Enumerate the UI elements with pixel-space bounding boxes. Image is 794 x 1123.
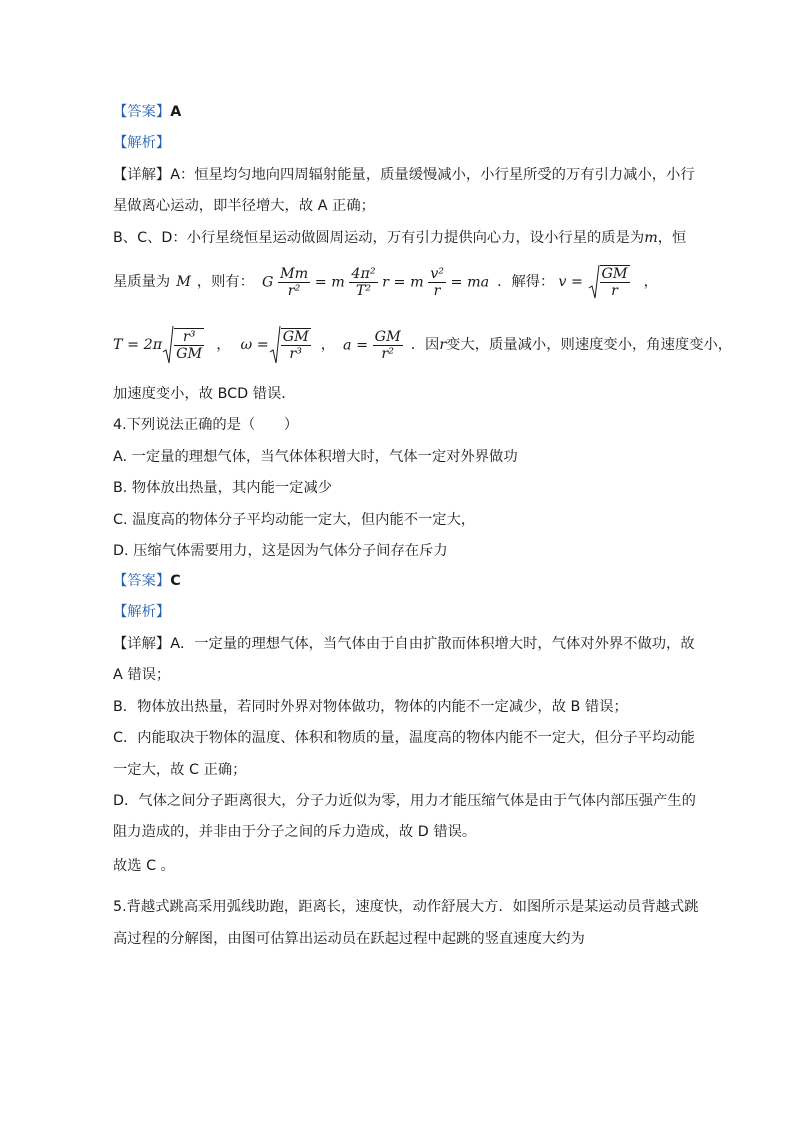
detail-text: ，则有： — [196, 274, 255, 290]
detail-line-1 — [113, 165, 695, 185]
sym-eq: = — [314, 274, 327, 290]
q4-detail-line-3: B．物体放出热量，若同时外界对物体做功，物体的内能不一定减少，故 B 错误； — [113, 699, 628, 715]
detail-text: ， — [643, 274, 658, 290]
var-r: r — [439, 337, 447, 353]
frac-num: GM — [374, 328, 401, 345]
frac-num: Mm — [279, 265, 309, 282]
sym-eq: = — [393, 274, 406, 290]
formula-line-1 — [113, 262, 658, 302]
frac-GM-r — [600, 265, 630, 299]
frac-v2-r — [428, 266, 446, 299]
option-c: C. 温度高的物体分子平均动能一定大，但内能不一定大， — [113, 512, 476, 528]
q4-detail-line-4: C．内能取决于物体的温度、体积和物质的量，温度高的物体内能不一定大，但分子平均动能 — [113, 730, 695, 746]
sqrt-sign — [269, 325, 281, 365]
detail-text: ， — [320, 337, 336, 353]
frac-GM-r2 — [373, 329, 403, 362]
detail-line-3 — [113, 228, 686, 248]
answer-line-q4 — [113, 571, 181, 591]
detail-tag: 【详解】 — [113, 636, 171, 652]
sym-ma: ma — [467, 274, 490, 290]
sym-eq: = — [127, 337, 140, 353]
sym-m: m — [410, 274, 424, 290]
sym-T: T — [113, 337, 123, 353]
frac-4pi2-T2 — [349, 266, 377, 299]
question-5-line-2: 高过程的分解图，由图可估算出运动员在跃起过程中起跳的竖直速度大约为 — [113, 931, 585, 947]
q4-conclusion: 故选 C 。 — [113, 858, 175, 874]
answer-value: A — [170, 104, 182, 120]
frac-num: 4π² — [351, 265, 376, 282]
frac-num: r³ — [174, 329, 204, 346]
frac-num: GM — [282, 329, 309, 345]
q4-detail-line-2: A 错误； — [113, 667, 171, 683]
formula-omega — [240, 325, 310, 365]
answer-value: C — [170, 573, 181, 589]
answer-tag: 【答案】 — [113, 104, 171, 120]
detail-text: B、C、D：小行星绕恒星运动做圆周运动，万有引力提供向心力，设小行星的质是为 — [113, 230, 645, 246]
detail-text: 星质量为 — [113, 274, 171, 290]
formula-gravity — [262, 266, 489, 299]
frac-den: r — [433, 282, 441, 299]
sym-eq: = — [570, 274, 583, 290]
frac-den: r² — [287, 282, 301, 299]
sym-eq: = — [356, 337, 369, 353]
formula-a — [343, 329, 403, 362]
analysis-tag-q3: 【解析】 — [113, 135, 171, 151]
detail-line-6: 加速度变小，故 BCD 错误． — [113, 386, 296, 402]
analysis-tag-q4: 【解析】 — [113, 604, 171, 620]
sym-G: G — [262, 274, 274, 290]
detail-text: ．解得： — [497, 274, 555, 290]
var-M: M — [176, 274, 191, 290]
sym-r: r — [382, 274, 389, 290]
sym-omega: ω — [240, 337, 253, 353]
sym-eq: = — [256, 337, 269, 353]
frac-num: v² — [430, 265, 444, 282]
formula-T — [113, 325, 204, 365]
var-m: m — [644, 230, 658, 246]
q4-detail-line-6: D．气体之间分子距离很大，分子力近似为零，用力才能压缩气体是由于气体内部压强产生的 — [113, 793, 696, 809]
formula-line-2 — [113, 320, 732, 370]
frac-Mm-r2 — [278, 266, 310, 299]
sqrt-sign — [588, 264, 600, 300]
detail-text: ，恒 — [657, 230, 687, 246]
answer-tag: 【答案】 — [113, 573, 171, 589]
answer-line-q3 — [113, 102, 181, 122]
option-d: D. 压缩气体需要用力，这是因为气体分子间存在斥力 — [113, 543, 448, 559]
question-5-line-1: 5.背越式跳高采用弧线助跑，距离长，速度快，动作舒展大方．如图所示是某运动员背越式跳 — [113, 899, 699, 915]
sym-m: m — [331, 274, 345, 290]
detail-text: A．一定量的理想气体，当气体由于自由扩散而体积增大时，气体对外界不做功，故 — [170, 636, 695, 652]
sym-2pi: 2π — [143, 337, 163, 353]
detail-text: A：恒星均匀地向四周辐射能量，质量缓慢减小，小行星所受的万有引力减小，小行 — [170, 167, 695, 183]
frac-den: r² — [381, 345, 394, 362]
detail-text: ．因 — [410, 337, 440, 353]
question-4-stem: 4.下列说法正确的是（ ） — [113, 417, 299, 433]
frac-num: GM — [601, 266, 628, 282]
detail-text: 变大，质量减小，则速度变小，角速度变小， — [446, 337, 733, 353]
option-a: A. 一定量的理想气体，当气体体积增大时，气体一定对外界做功 — [113, 449, 518, 465]
sym-eq: = — [450, 274, 463, 290]
option-b: B. 物体放出热量，其内能一定减少 — [113, 480, 333, 496]
sym-v: v — [558, 274, 567, 290]
detail-line-2: 星做离心运动，即半径增大，故 A 正确； — [113, 198, 375, 214]
frac-den: r — [611, 283, 618, 299]
frac-r3-GM — [174, 328, 204, 362]
detail-text: ， — [216, 337, 231, 353]
q4-detail-line-5: 一定大，故 C 正确； — [113, 762, 247, 778]
detail-tag: 【详解】 — [113, 167, 171, 183]
sqrt-sign — [162, 325, 174, 365]
frac-den: GM — [176, 346, 203, 362]
sym-a: a — [343, 337, 352, 353]
q4-detail-line-7: 阻力造成的，并非由于分子之间的斥力造成，故 D 错误。 — [113, 824, 477, 840]
formula-v — [558, 264, 629, 300]
frac-GM-r3 — [281, 328, 311, 362]
q4-detail-line-1 — [113, 634, 695, 654]
frac-den: r³ — [289, 346, 302, 362]
frac-den: T² — [355, 282, 372, 299]
